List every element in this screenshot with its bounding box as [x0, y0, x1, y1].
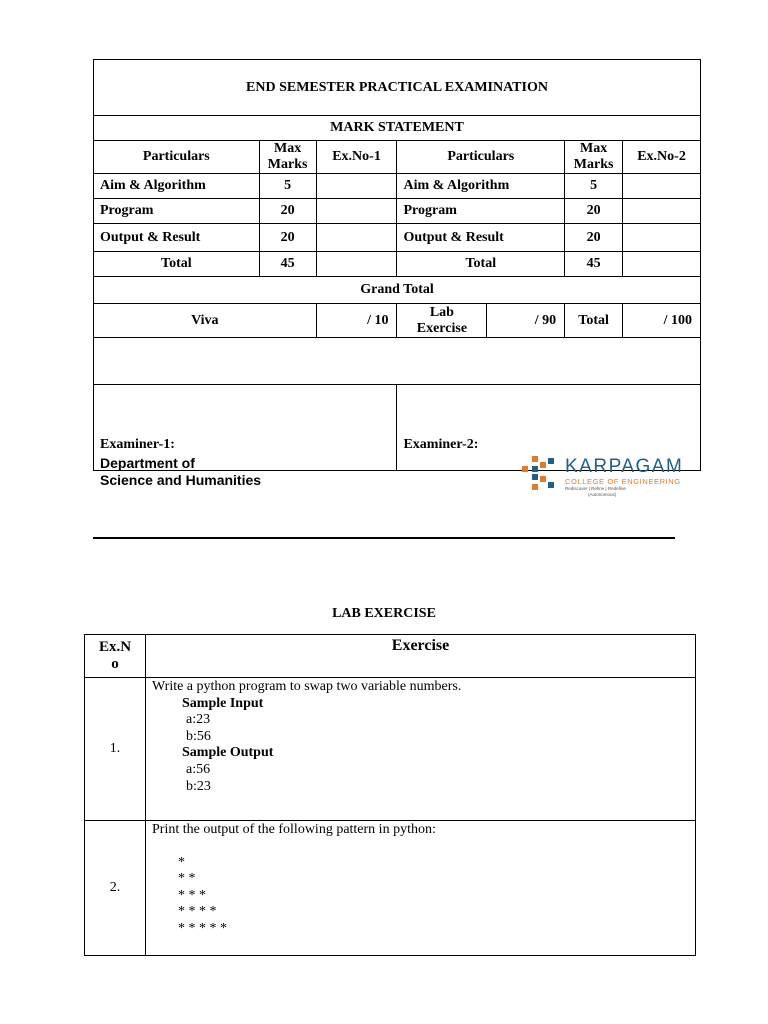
sample-input-line: a:23: [186, 712, 211, 728]
row-max: 5: [259, 174, 316, 199]
max-marks-header-1: Max Marks: [259, 141, 316, 174]
exercise-content: [146, 678, 696, 821]
lab-exercise-table: [84, 634, 696, 956]
sample-input-label: Sample Input: [182, 695, 264, 711]
pattern-line: *: [178, 854, 185, 870]
particulars-header-2: Particulars: [397, 141, 565, 174]
row-label: Aim & Algorithm: [397, 174, 565, 199]
ex2-mark-cell: [623, 174, 701, 199]
total-score-label: Total: [565, 304, 623, 338]
exercise-number: 1.: [85, 678, 146, 821]
lab-exercise-value: / 90: [487, 304, 565, 338]
department-name: [100, 455, 261, 489]
row-max: 20: [565, 224, 623, 252]
department-line-1: Department of: [100, 455, 195, 471]
mark-statement-title: MARK STATEMENT: [94, 116, 701, 141]
karpagam-k-logo-icon: [518, 456, 562, 492]
ex-no-1-header: Ex.No-1: [316, 141, 397, 174]
pattern-line: * *: [178, 871, 196, 887]
pattern-line: * * *: [178, 887, 206, 903]
viva-label: Viva: [94, 304, 317, 338]
lab-exercise-label: Lab Exercise: [397, 304, 487, 338]
ex1-mark-cell: [316, 199, 397, 224]
exam-title: END SEMESTER PRACTICAL EXAMINATION: [94, 60, 701, 116]
logo-tagline: Rediscover | Refine | Redefine: [565, 486, 626, 491]
sample-output-line: a:56: [186, 761, 211, 777]
pattern-line: * * * * *: [178, 920, 227, 936]
ex2-mark-cell: [623, 224, 701, 252]
logo-subtitle: COLLEGE OF ENGINEERING: [565, 477, 681, 486]
sample-output-line: b:23: [186, 778, 211, 794]
exercise-question: Print the output of the following pattern in python:: [152, 822, 436, 837]
ex1-total-cell: [316, 252, 397, 277]
ex1-mark-cell: [316, 174, 397, 199]
lab-exercise-title: LAB EXERCISE: [332, 606, 436, 621]
section-divider: [93, 537, 675, 539]
viva-value: / 10: [316, 304, 397, 338]
row-label: Output & Result: [397, 224, 565, 252]
examiner-1-label: Examiner-1:: [94, 385, 397, 471]
logo-autonomous: (Autonomous): [588, 492, 617, 497]
total-max: 45: [259, 252, 316, 277]
row-max: 20: [259, 199, 316, 224]
grand-total-label: Grand Total: [94, 277, 701, 304]
blank-row: [94, 338, 701, 385]
total-score-value: / 100: [623, 304, 701, 338]
exercise-header: Exercise: [146, 635, 696, 678]
sample-output-label: Sample Output: [182, 745, 274, 761]
exercise-number: 2.: [85, 821, 146, 956]
sample-input-line: b:56: [186, 728, 211, 744]
ex-no-header: Ex.N o: [85, 635, 146, 678]
total-max: 45: [565, 252, 623, 277]
ex-no-2-header: Ex.No-2: [623, 141, 701, 174]
department-line-2: Science and Humanities: [100, 472, 262, 488]
max-marks-header-2: Max Marks: [565, 141, 623, 174]
row-label: Aim & Algorithm: [94, 174, 260, 199]
ex2-mark-cell: [623, 199, 701, 224]
exercise-content: [146, 821, 696, 956]
row-label: Program: [397, 199, 565, 224]
row-label: Program: [94, 199, 260, 224]
particulars-header-1: Particulars: [94, 141, 260, 174]
row-max: 20: [565, 199, 623, 224]
logo-name: KARPAGAM: [565, 456, 684, 477]
mark-statement-table: [93, 59, 701, 471]
exercise-question: Write a python program to swap two variable numbers.: [152, 679, 462, 694]
ex1-mark-cell: [316, 224, 397, 252]
ex2-total-cell: [623, 252, 701, 277]
row-max: 5: [565, 174, 623, 199]
row-max: 20: [259, 224, 316, 252]
total-label: Total: [94, 252, 260, 277]
total-label: Total: [397, 252, 565, 277]
pattern-line: * * * *: [178, 904, 217, 920]
row-label: Output & Result: [94, 224, 260, 252]
karpagam-logo: [518, 456, 700, 500]
examiner-2-label: Examiner-2:: [397, 385, 701, 471]
